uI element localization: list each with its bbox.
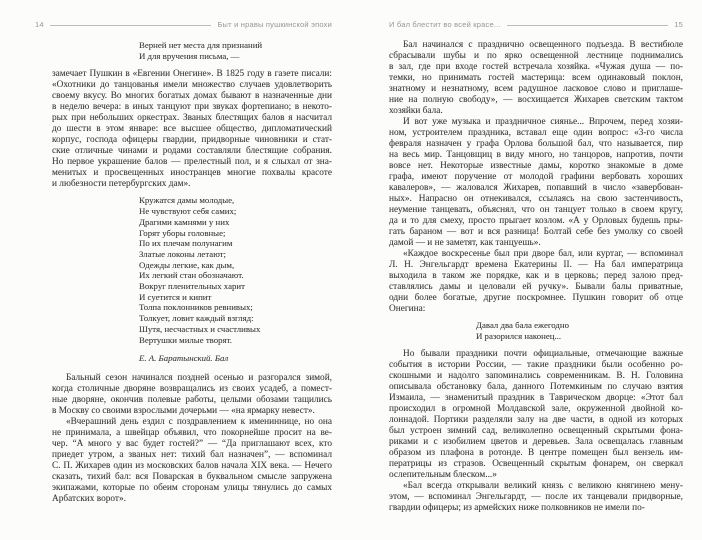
text-line: и любезности петербургских дам». [52, 179, 191, 190]
text-line: ние на полную свободу», — восхищается Жихарев светским тактом [389, 95, 683, 105]
text-line: дамой — и не заметят, как танцуешь». [389, 238, 541, 248]
verse-line: Златые локоны летают; [139, 248, 226, 259]
text-line: вовсе нет. Некоторые известные дамы, коротко знакомые в доме [389, 161, 683, 171]
text-line: до шести в этом январе: все высшее общество, дипломатический [52, 124, 332, 135]
verse-line: Не чувствуют себя самих; [139, 206, 237, 217]
running-title: И бал блестит во всей красе... [389, 20, 501, 29]
paragraph-block [389, 481, 683, 514]
paragraph-block [389, 249, 683, 315]
verse-line: Вокруг пленительных харит [139, 281, 245, 292]
text-line: не принимала, а швейцар объявил, что покорнейше просит на ве- [52, 428, 332, 439]
text-line: хозяйки бала. [389, 106, 443, 116]
page-body [389, 29, 683, 514]
verse-line: Их легкий стан обозначают. [139, 270, 244, 281]
text-line: происходил в огромной Молдавской зале, окруженной двойной ко- [389, 404, 683, 415]
verse-line: Драгими камнями у них [139, 216, 230, 227]
paragraph-block [52, 417, 332, 505]
text-line: в неделю вечера: в иных танцуют при звуках фортепиано; в некото- [52, 102, 332, 113]
verse-line: По их плечам полунагим [139, 238, 233, 249]
verse-line: И разорился наконец... [476, 330, 562, 341]
text-line: кавалеров», — жаловался Жихарев, попавший в число «завербован- [389, 183, 683, 193]
text-line: когда столичные дворяне возвращались из своих усадеб, а помест- [52, 384, 332, 395]
text-line: этом, — вспоминал Энгельгардт, — после их танцевали придворные, [389, 492, 683, 503]
page-body [35, 29, 332, 505]
text-line: «Каждое воскресенье был при дворе бал, или куртаг, — вспоминал [403, 249, 683, 259]
verse-block [52, 40, 332, 61]
header-rule [507, 25, 669, 26]
paragraph-block [52, 69, 332, 190]
verse-line: Горят уборы головные; [139, 227, 226, 238]
text-line: Бальный сезон начинался поздней осенью и разгорался зимой, [66, 373, 332, 384]
text-line: Измаила, — знаменитый праздник в Таврическом дворце: «Этот бал [389, 393, 683, 404]
verse-attribution: Е. А. Баратынский. Бал [139, 353, 229, 364]
verse-line: И для вручения письма, — [139, 50, 240, 61]
text-line: экипажами, которые по обеим сторонам улицы тянулись до самых [52, 483, 332, 494]
text-line: описывала обстановку бала, данного Потемкиным по случаю взятия [389, 382, 683, 393]
verse-line: И суетится и кипит [139, 291, 212, 302]
text-line: неумение танцевать, объяснял, что он танцует только в своем кругу, [389, 205, 683, 215]
text-line: ные дворяне, окончив полевые работы, целыми обозами тащились [52, 395, 332, 406]
text-line: «Охотники до танцованья имели множество случаев удовлетворить [52, 80, 332, 91]
text-line: Л. Н. Энгельгардт времена Екатерины II. — На бал императрица [389, 260, 683, 270]
text-line: лоннадой. Портики разделяли залу на две части, в одной из которых [389, 415, 683, 426]
paragraph-block [389, 40, 683, 117]
text-line: февраля назначен у графа Орлова большой бал, что называется, пир [389, 139, 683, 149]
text-line: риками и с изобилием цветов и деревьев. Зала освещалась главным [389, 437, 683, 448]
text-line: «Вчерашний день ездил с поздравлением к имениннице, но она [66, 417, 332, 428]
page-right [389, 21, 683, 514]
text-line: корпус, господа офицеры гвардии, придворные чиновники и стат- [52, 135, 332, 146]
text-line: ном, устроителем праздника, вставал еще один вопрос: «3-го числа [389, 128, 683, 138]
text-line: в Москву со своими взрослыми дочерьми — «на ярмарку невест». [52, 406, 315, 417]
text-line: ператрицы из стразов. Освещенный скрытым фонарем, он сверкал [389, 459, 683, 470]
text-line: «Бал всегда открывали великий князь с великою княгинею мену- [403, 481, 683, 492]
text-line: сбрасывали шубы и по ярко освещенной лестнице поднимались [389, 51, 683, 61]
text-line: чер. “А много у вас будет гостей?” — “Да приглашают всех, кто [52, 439, 332, 450]
text-line: Арбатских ворот». [52, 494, 126, 505]
verse-block [52, 195, 332, 345]
page-header [35, 21, 332, 29]
paragraph-block [389, 349, 683, 481]
verse-line: Толпа поклонников ревнивых; [139, 302, 253, 313]
verse-line: Одежды легкие, как дым, [139, 259, 235, 270]
text-line: был устроен зимний сад, великолепно освещенный скрытыми фона- [389, 426, 683, 437]
text-line: сказать, тихий бал: вся Поварская в буквальном смысле запружена [52, 472, 332, 483]
text-line: выходила в таком же порядке, как и в церковь; перед залою пред- [389, 271, 683, 281]
verse-line: Шутя, несчастных и счастливых [139, 323, 261, 334]
text-line: гать бараном — вот и вся разница! Болтай себе без умолку со своей [389, 227, 683, 237]
text-line: своему вкусу. Во многих богатых домах бывают в назначенные дни [52, 91, 332, 102]
text-line: приедет утром, а званых нет: тихий бал назначен”, — вспоминал [52, 450, 332, 461]
page-left [35, 21, 332, 505]
text-line: образом из плафона в ротонде. В центре помещен был вензель им- [389, 448, 683, 459]
text-line: темки, но принимать гостей мастерица: всем одинаковый поклон, [389, 73, 683, 83]
text-line: ские отличные чинами и родами составляли блестящие собрания. [52, 146, 332, 157]
page-header [389, 21, 683, 29]
text-line: гвардии офицеры; из армейских ниже полковников не имели по- [389, 503, 645, 514]
text-line: Онегина: [389, 304, 426, 314]
text-line: Но первое украшение балов — прелестный пол, и я слыхал от зна- [52, 157, 332, 168]
paragraph-block [389, 117, 683, 249]
header-rule [50, 25, 212, 26]
text-line: на весь мир. Танцовщиц в виду много, но танцоров, напротив, почти [389, 150, 683, 160]
text-line: С. П. Жихарев один из московских балов начала XIX века. — Нечего [52, 461, 332, 472]
verse-line: Давал два бала ежегодно [476, 320, 569, 330]
text-line: И вот уже музыка и праздничное сиянье... Впрочем, перед хозяи- [403, 117, 683, 127]
page-number: 15 [674, 20, 683, 29]
text-line: в зал, где при входе гостей встречала хозяйка. «Чужая душа — по- [389, 62, 683, 72]
text-line: знатному и незнатному, всем радушное ласковое слово и приглаше- [389, 84, 683, 94]
text-line: да и то для смеху, просто прыгает козлом. «А у Орловых будешь пры- [389, 216, 683, 226]
verse-line: Толкует, ловит каждый взгляд: [139, 313, 254, 324]
text-line: ных». Напрасно он отнекивался, ссылаясь на свою застенчивость, [389, 194, 683, 204]
text-line: события в истории России, — такие праздники были особенно ро- [389, 360, 683, 371]
text-line: ставлялись дамы и целовали ей ручку». Бывали балы приватные, [389, 282, 683, 292]
verse-line: Верней нет места для признаний [139, 40, 263, 50]
text-line: Бал начинался с празднично освещенного подъезда. В вестибюле [403, 40, 683, 50]
text-line: графа, имеют поручение от молодой графини вербовать хороших [389, 172, 683, 182]
text-line: Но бывали праздники почти официальные, отмечающие важные [403, 349, 683, 360]
text-line: менитых и просвещенных иностранцев многие похвалы красоте [52, 168, 332, 179]
verse-line: Кружатся дамы молодые, [139, 195, 235, 206]
text-line: замечает Пушкин в «Евгении Онегине». В 1825 году в газете писали: [52, 69, 332, 80]
page-number: 14 [35, 20, 44, 29]
verse-block [389, 320, 683, 341]
running-title: Быт и нравы пушкинской эпохи [217, 20, 332, 29]
paragraph-block [52, 373, 332, 417]
text-line: одни более богатые, другие поскромнее. Пушкин говорит об отце [389, 293, 683, 303]
verse-line: Вертушки милые творят. [139, 334, 232, 345]
text-line: рых при небольших оркестрах. Званых блестящих балов я насчитал [52, 113, 332, 124]
text-line: ослепительным блеском...» [389, 470, 497, 481]
text-line: скошными и надолго запоминались современникам. В. Н. Головина [389, 371, 683, 382]
